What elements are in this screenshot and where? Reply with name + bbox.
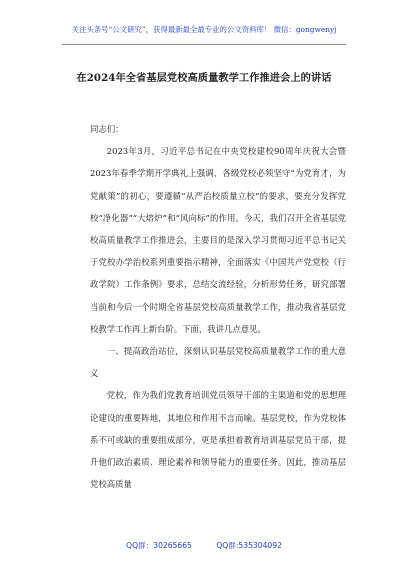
footer-contact (0, 540, 408, 551)
salutation: 同志们： (90, 124, 124, 134)
header-banner: 关注头条号“公文研究”，获得最新最全最专业的公文资料库！ 微信：gongwenyj (71, 25, 337, 34)
header-divider (62, 44, 346, 45)
paragraph-1: 2023年3月，习近平总书记在中央党校建校90周年庆祝大会暨2023年春季学期开学典礼上强调，各级党校必须坚守“为党育才，为党献策”的初心，要遵循“从严治校质量立校”的要求，要充分发挥党校“净化器”“大熔炉”和“风向标”的作用。今天，我们召开全省基层党校高质量教学工作推进会，主要目的是深入学习贯彻习近平总书记关于党校办学治校系列重要指示精神，全面落实《中国共产党党校（行政学院）工作条例》要求，总结交流经验，分析形势任务，研究部署当前和今后一个时期全省基层党校高质量教学工作，推动我省基层党校教学工作再上新台阶。下面，我讲几点意见。 (90, 146, 346, 334)
section-heading-1: 一、提高政治站位，深刻认识基层党校高质量教学工作的重大意义 (90, 346, 346, 379)
document-title: 在2024年全省基层党校高质量教学工作推进会上的讲话 (76, 72, 332, 84)
footer-qq-group-1: QQ群：30265665 (126, 541, 192, 550)
footer-qq-group-2: QQ群:535304092 (216, 541, 282, 550)
document-body (90, 118, 346, 495)
paragraph-2: 党校，作为我们党教育培训党员领导干部的主渠道和党的思想理论建设的重要阵地，其地位和作用不言而喻。基层党校，作为党校体系不可或缺的重要组成部分，更是承担着教育培训基层党员干部，提升他们政治素质、理论素养和领导能力的重要任务。因此，推动基层党校高质量 (90, 390, 346, 490)
